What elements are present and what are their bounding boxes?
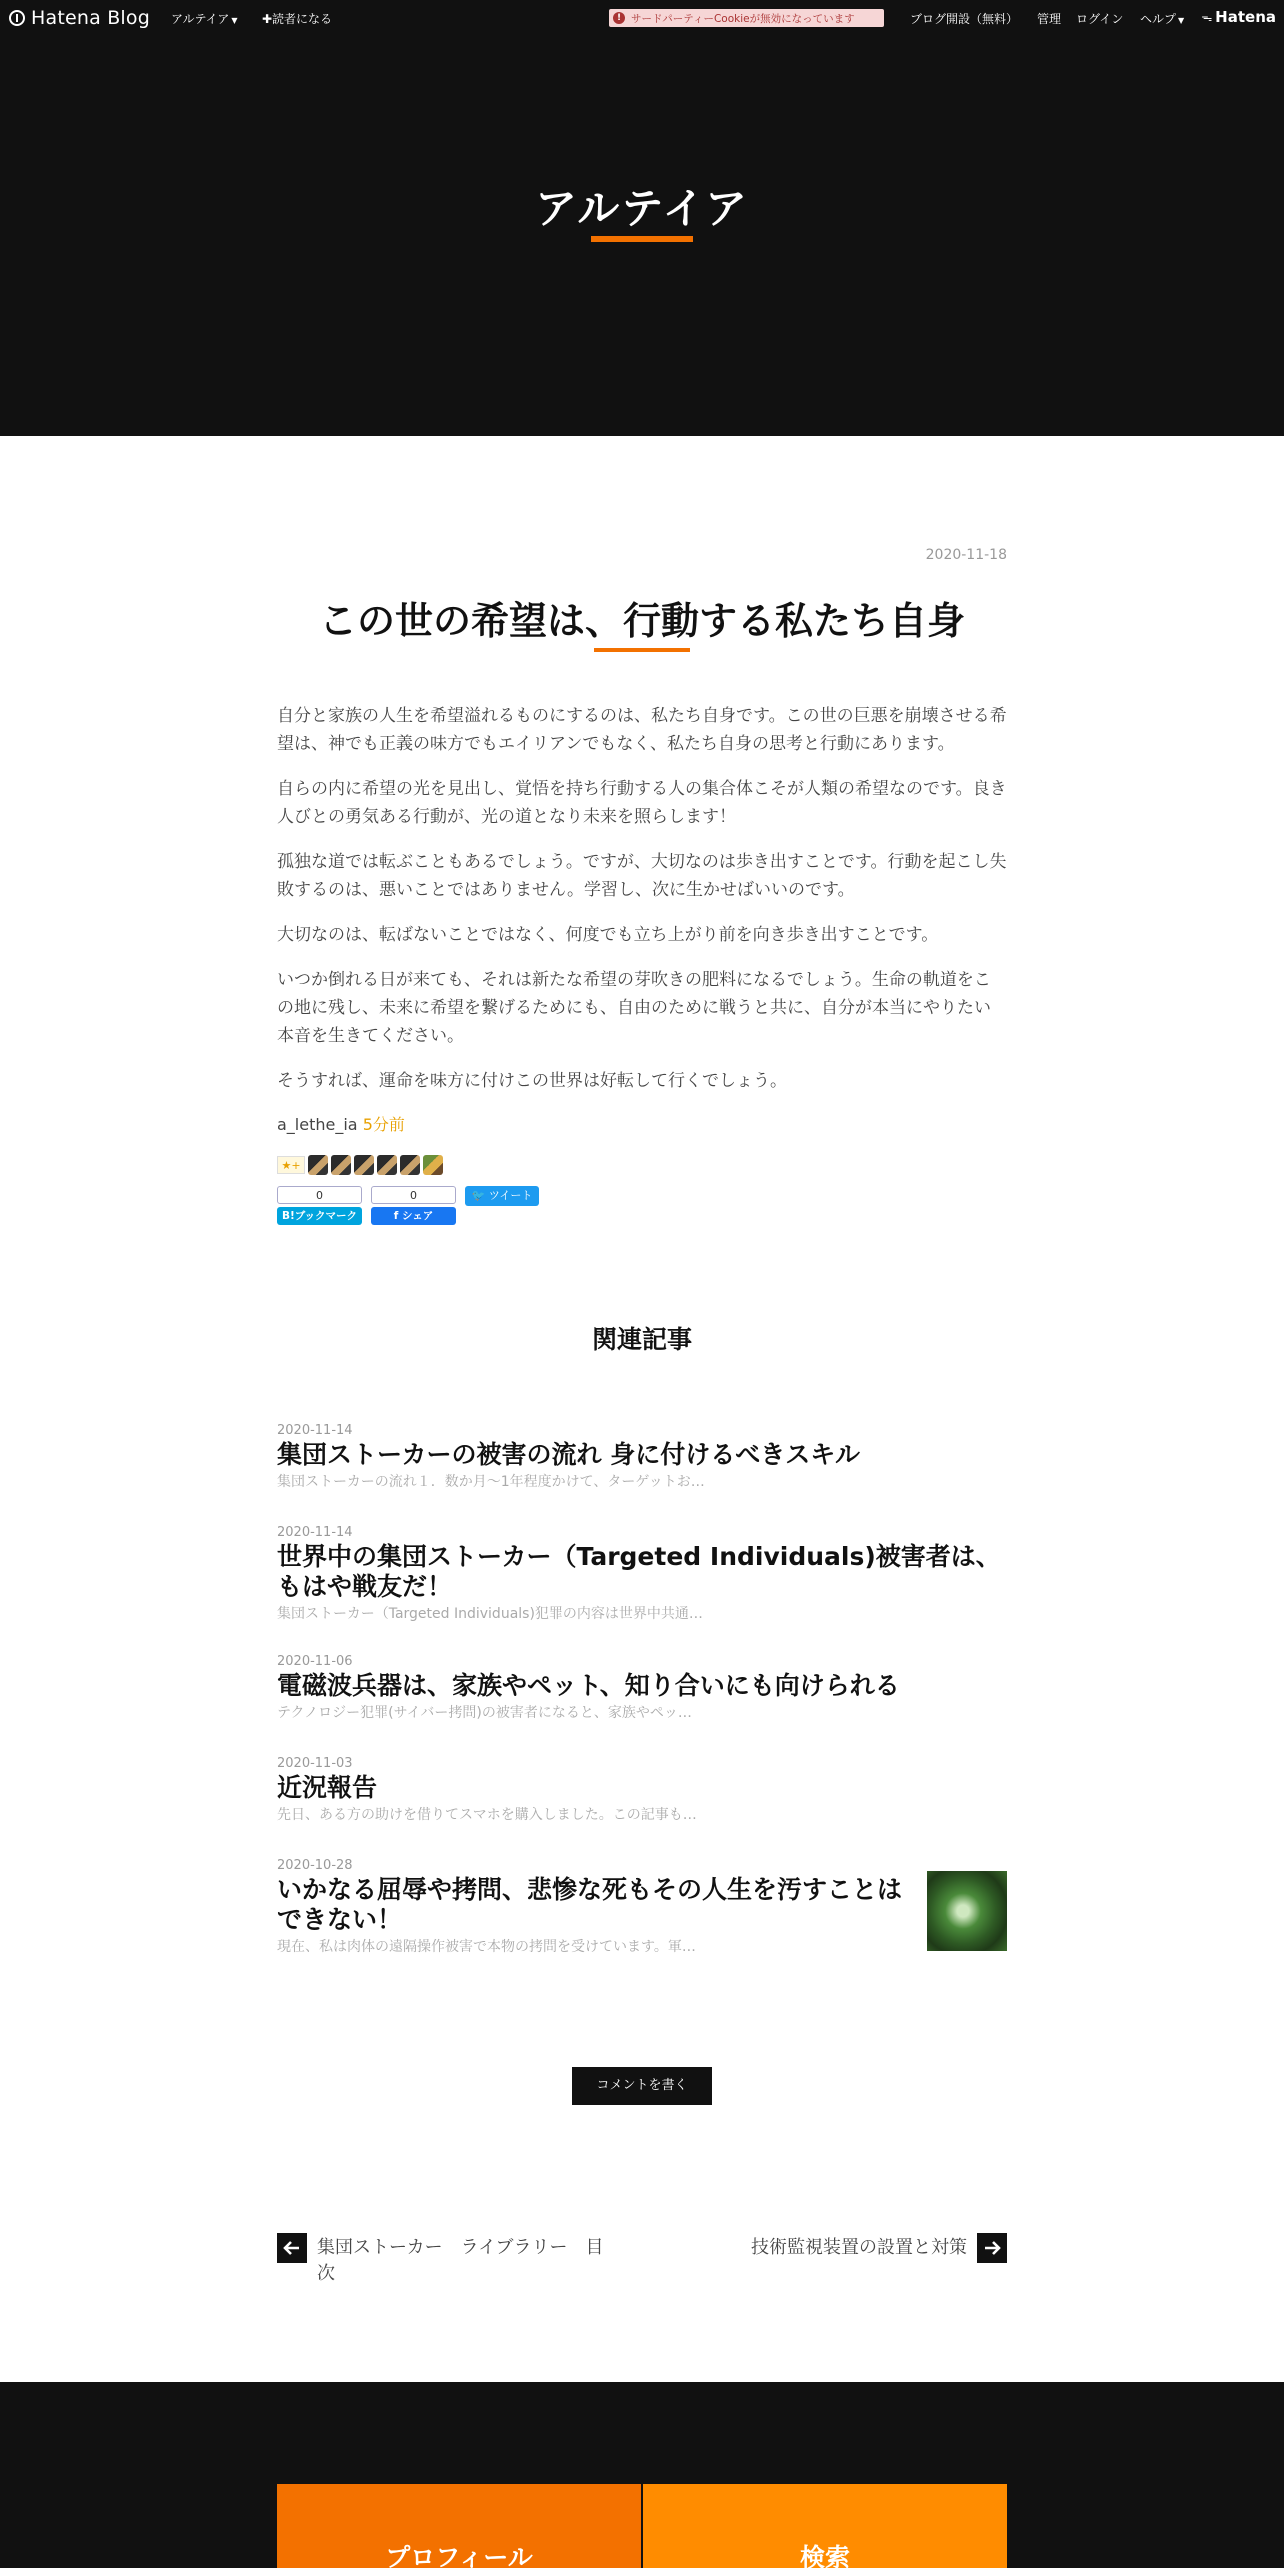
star-user-avatar[interactable]: [354, 1155, 374, 1175]
related-entry-date: 2020-10-28: [277, 1858, 353, 1873]
entry-paragraph: いつか倒れる日が来ても、それは新たな希望の芽吹きの肥料になるでしょう。生命の軌道をこの地に残し、未来に希望を繋げるためにも、自由のために戦うと共に、自分が本当にやりたい本音を生きてください。: [277, 970, 991, 1046]
title-underline: [591, 236, 693, 242]
footer: [0, 2382, 1284, 2572]
hatena-blog-logo[interactable]: [9, 7, 150, 29]
hatena-blog-logo-icon: [9, 10, 25, 26]
arrow-left-icon: [277, 2233, 307, 2263]
related-entry-snippet: 集団ストーカー（Targeted Individuals)犯罪の内容は世界中共通…: [277, 1606, 703, 1622]
write-comment-button[interactable]: コメントを書く: [572, 2067, 712, 2105]
entry-paragraph: 大切なのは、転ばないことではなく、何度でも立ち上がり前を向き歩き出すことです。: [277, 925, 939, 945]
admin-link[interactable]: 管理: [1037, 12, 1062, 26]
related-entry[interactable]: [277, 1858, 1007, 1957]
blog-menu-label: アルテイア: [171, 12, 230, 26]
hatena-bookmark-button[interactable]: [277, 1186, 362, 1226]
cookie-warning-text: サードパーティーCookieが無効になっています: [631, 12, 855, 25]
login-link[interactable]: ログイン: [1076, 12, 1124, 26]
star-area: [277, 1154, 443, 1176]
cookie-warning[interactable]: [609, 9, 884, 27]
pager-next-link[interactable]: [751, 2233, 1007, 2263]
related-entry-thumbnail[interactable]: [927, 1871, 1007, 1951]
related-entry-date: 2020-11-06: [277, 1654, 353, 1669]
entry-title[interactable]: この世の希望は、行動する私たち自身: [318, 599, 965, 643]
star-user-avatar[interactable]: [400, 1155, 420, 1175]
related-entry-title[interactable]: 近況報告: [277, 1773, 378, 1802]
related-entry-snippet: 先日、ある方の助けを借りてスマホを購入しました。この記事も…: [277, 1807, 697, 1823]
related-entry[interactable]: [277, 1756, 1007, 1825]
star-user-avatar[interactable]: [308, 1155, 328, 1175]
add-star-button[interactable]: ★+: [277, 1156, 305, 1174]
help-menu-label: ヘルプ: [1140, 12, 1177, 26]
related-entry-title[interactable]: いかなる屈辱や拷問、悲惨な死もその人生を汚すことはできない！: [277, 1875, 903, 1934]
entry-paragraph: 孤独な道では転ぶこともあるでしょう。ですが、大切なのは歩き出すことです。行動を起こし失敗するのは、悪いことではありません。学習し、次に生かせばいいのです。: [277, 852, 1007, 900]
entry-date[interactable]: 2020-11-18: [925, 547, 1007, 563]
related-entry-snippet: 現在、私は肉体の遠隔操作被害で本物の拷問を受けています。軍…: [277, 1939, 696, 1955]
star-user-avatar[interactable]: [423, 1155, 443, 1175]
hatena-brand-text: Hatena: [1215, 8, 1276, 26]
share-count: 0: [371, 1186, 456, 1204]
entry-content: [277, 702, 1007, 1112]
posted-time-link[interactable]: 5分前: [362, 1115, 405, 1134]
star-user-avatar[interactable]: [377, 1155, 397, 1175]
related-entry-title[interactable]: 世界中の集団ストーカー（Targeted Individuals)被害者は、もはや戦友だ！: [277, 1542, 1001, 1601]
help-menu[interactable]: [1140, 10, 1184, 27]
blog-menu[interactable]: [171, 10, 237, 27]
tweet-label: ツイート: [488, 1189, 533, 1202]
entry-paragraph: そうすれば、運命を味方に付けこの世界は好転して行くでしょう。: [277, 1071, 787, 1091]
facebook-share-button[interactable]: [371, 1186, 456, 1226]
author-link[interactable]: a_lethe_ia: [277, 1115, 358, 1134]
related-entry[interactable]: [277, 1525, 1007, 1624]
related-entry-snippet: 集団ストーカーの流れ１．数か月～1年程度かけて、ターゲットお…: [277, 1474, 705, 1490]
related-entry-date: 2020-11-03: [277, 1756, 353, 1771]
entry-title-underline: [594, 648, 690, 652]
logo-text: Hatena Blog: [31, 7, 150, 29]
global-header: [0, 0, 1284, 36]
related-entry-title[interactable]: 集団ストーカーの被害の流れ 身に付けるべきスキル: [277, 1440, 860, 1469]
start-blog-link[interactable]: ブログ開設（無料）: [910, 12, 1019, 26]
hatena-brand-link[interactable]: [1201, 8, 1276, 26]
related-entry-date: 2020-11-14: [277, 1423, 353, 1438]
hatena-bird-icon: ᯓ: [1201, 10, 1213, 24]
profile-module-header: プロフィール: [277, 2484, 641, 2568]
related-entries-heading: 関連記事: [591, 1325, 692, 1354]
entry-footer: [277, 1112, 405, 1135]
pager-prev-title: 集団ストーカー ライブラリー 目次: [317, 2237, 604, 2284]
star-user-avatar[interactable]: [331, 1155, 351, 1175]
bookmark-count: 0: [277, 1186, 362, 1204]
bookmark-label: B!ブックマーク: [277, 1207, 362, 1225]
blog-title[interactable]: アルテイア: [534, 184, 750, 233]
arrow-right-icon: [977, 2233, 1007, 2263]
tweet-button[interactable]: [465, 1186, 539, 1206]
warning-icon: !: [613, 12, 625, 24]
twitter-bird-icon: 🐦: [471, 1189, 486, 1202]
pager-prev-link[interactable]: [277, 2233, 617, 2287]
search-module-header: 検索: [643, 2484, 1007, 2568]
related-entry[interactable]: [277, 1654, 1007, 1723]
related-entry-title[interactable]: 電磁波兵器は、家族やペット、知り合いにも向けられる: [277, 1671, 900, 1700]
related-entry[interactable]: [277, 1423, 1007, 1492]
chevron-down-icon: ▼: [1178, 16, 1185, 25]
subscribe-button[interactable]: ✚読者になる: [262, 12, 333, 26]
related-entry-snippet: テクノロジー犯罪(サイバー拷問)の被害者になると、家族やペッ…: [277, 1705, 692, 1721]
entry-paragraph: 自らの内に希望の光を見出し、覚悟を持ち行動する人の集合体こそが人類の希望なのです。良き人びとの勇気ある行動が、光の道となり未来を照らします！: [277, 779, 1007, 827]
pager-next-title: 技術監視装置の設置と対策: [751, 2237, 967, 2258]
related-entry-date: 2020-11-14: [277, 1525, 353, 1540]
chevron-down-icon: ▼: [231, 16, 238, 25]
social-buttons: [277, 1186, 539, 1226]
entry-paragraph: 自分と家族の人生を希望溢れるものにするのは、私たち自身です。この世の巨悪を崩壊させる希望は、神でも正義の味方でもエイリアンでもなく、私たち自身の思考と行動にあります。: [277, 706, 1007, 754]
share-label: f シェア: [371, 1207, 456, 1225]
blog-header: [0, 36, 1284, 436]
